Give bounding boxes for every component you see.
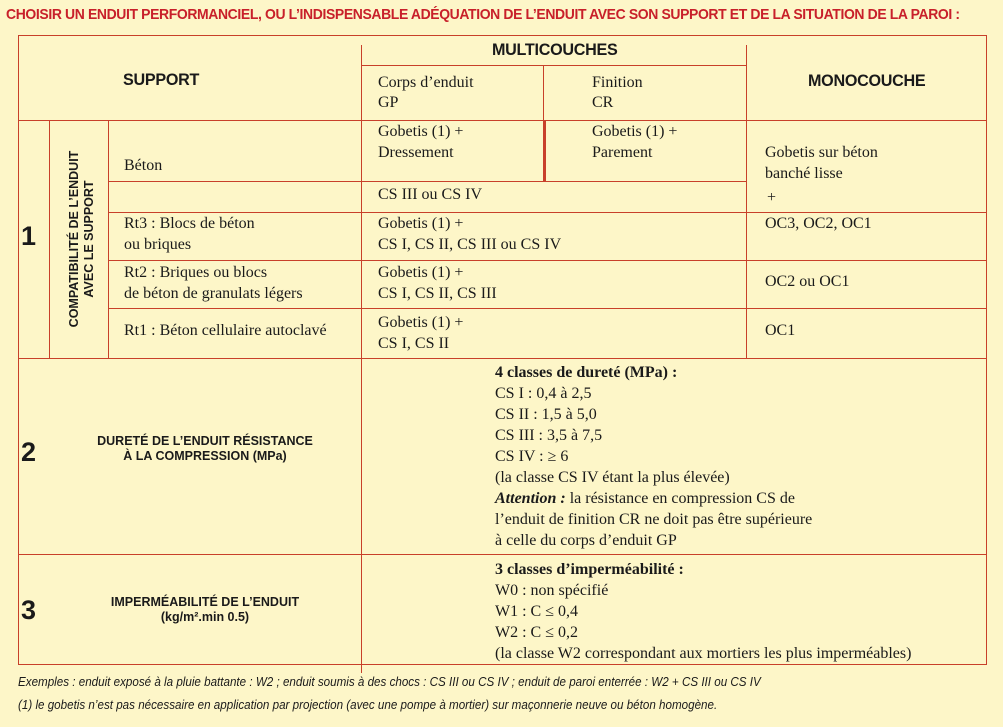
section-3-label-line2: (kg/m².min 0.5)	[160, 610, 250, 624]
mono-beton-line2: banché lisse	[765, 165, 843, 182]
header-finition-line1: Finition	[592, 74, 643, 91]
header-monocouche: MONOCOUCHE	[808, 71, 926, 90]
footnote-examples: Exemples : enduit exposé à la pluie battante : W2 ; enduit soumis à des chocs : CS III ou CS IV ; enduit de paroi enterrée : W2 + CS III ou CS IV	[18, 675, 761, 689]
hardness-line: CS II : 1,5 à 5,0	[495, 406, 597, 423]
support-beton: Béton	[124, 157, 163, 174]
divider	[108, 308, 986, 309]
section-2-label	[50, 434, 360, 464]
impermeability-line: W2 : C ≤ 0,2	[495, 624, 578, 641]
section-1-side-line2: AVEC LE SUPPORT	[82, 180, 96, 298]
section-2-label-line1: DURETÉ DE L’ENDUIT RÉSISTANCE	[97, 434, 313, 448]
divider	[19, 120, 986, 121]
support-rt3-line2: ou briques	[124, 236, 192, 253]
divider	[746, 45, 747, 358]
beton-gp-line1: Gobetis (1) +	[378, 123, 464, 140]
section-2-label-line2: À LA COMPRESSION (MPa)	[123, 449, 287, 463]
hardness-line: CS IV : ≥ 6	[495, 448, 569, 465]
divider	[108, 260, 986, 261]
divider	[108, 181, 746, 182]
divider	[361, 65, 746, 66]
section-1-side-label	[67, 120, 99, 358]
rt2-multi-line2: CS I, CS II, CS III	[378, 285, 497, 302]
section-3-heading: 3 classes d’imperméabilité :	[495, 561, 684, 578]
support-rt1: Rt1 : Béton cellulaire autoclavé	[124, 322, 327, 339]
mono-beton-line4: OC3, OC2, OC1	[765, 215, 872, 232]
beton-cs: CS III ou CS IV	[378, 186, 483, 203]
attention-line2: l’enduit de finition CR ne doit pas être supérieure	[495, 511, 813, 528]
divider	[543, 65, 544, 120]
rt2-mono: OC2 ou OC1	[765, 273, 850, 290]
divider	[19, 554, 986, 555]
divider	[19, 358, 986, 359]
section-1-side-line1: COMPATIBILITÉ DE L’ENDUIT	[67, 150, 81, 328]
section-2-heading: 4 classes de dureté (MPa) :	[495, 364, 678, 381]
support-rt2-line1: Rt2 : Briques ou blocs	[124, 264, 268, 281]
support-rt2-line2: de béton de granulats légers	[124, 285, 303, 302]
rt1-mono: OC1	[765, 322, 796, 339]
attention-label: Attention :	[495, 490, 566, 507]
attention-text: la résistance en compression CS de	[565, 490, 795, 507]
impermeability-line: W0 : non spécifié	[495, 582, 609, 599]
header-finition-line2: CR	[592, 94, 614, 111]
footnote-1: (1) le gobetis n’est pas nécessaire en application par projection (avec une pompe à mortier) sur maçonnerie neuve ou béton homogène.	[18, 698, 718, 712]
mono-beton-line3: +	[767, 189, 777, 206]
divider	[361, 45, 362, 673]
impermeability-line: W1 : C ≤ 0,4	[495, 603, 578, 620]
attention-line1	[495, 489, 795, 510]
support-rt3-line1: Rt3 : Blocs de béton	[124, 215, 255, 232]
section-1-number: 1	[21, 221, 37, 251]
rt1-multi-line1: Gobetis (1) +	[378, 314, 464, 331]
mono-beton-line1: Gobetis sur béton	[765, 144, 878, 161]
hardness-line: CS III : 3,5 à 7,5	[495, 427, 603, 444]
divider	[49, 120, 50, 358]
hardness-line: (la classe CS IV étant la plus élevée)	[495, 469, 730, 486]
header-corps-line2: GP	[378, 94, 399, 111]
rt3-multi-line2: CS I, CS II, CS III ou CS IV	[378, 236, 562, 253]
section-3-label-line1: IMPERMÉABILITÉ DE L’ENDUIT	[110, 595, 300, 609]
beton-cr-line1: Gobetis (1) +	[592, 123, 678, 140]
page-title: CHOISIR UN ENDUIT PERFORMANCIEL, OU L’INDISPENSABLE ADÉQUATION DE L’ENDUIT AVEC SON SUPPORT ET DE LA SITUATION DE LA PAROI :	[6, 6, 960, 23]
beton-gp-line2: Dressement	[378, 144, 454, 161]
attention-line3: à celle du corps d’enduit GP	[495, 532, 677, 549]
hardness-line: CS I : 0,4 à 2,5	[495, 385, 592, 402]
beton-cr-line2: Parement	[592, 144, 653, 161]
header-multicouches: MULTICOUCHES	[492, 40, 618, 59]
rt2-multi-line1: Gobetis (1) +	[378, 264, 464, 281]
divider	[108, 212, 986, 213]
rt1-multi-line2: CS I, CS II	[378, 335, 450, 352]
impermeability-line: (la classe W2 correspondant aux mortiers les plus imperméables)	[495, 645, 912, 662]
rt3-multi-line1: Gobetis (1) +	[378, 215, 464, 232]
section-2-number: 2	[21, 437, 37, 467]
header-support: SUPPORT	[123, 70, 200, 89]
section-3-number: 3	[21, 595, 37, 625]
divider	[108, 120, 109, 358]
divider	[543, 120, 546, 181]
header-corps-line1: Corps d’enduit	[378, 74, 474, 91]
section-3-label	[50, 595, 360, 625]
